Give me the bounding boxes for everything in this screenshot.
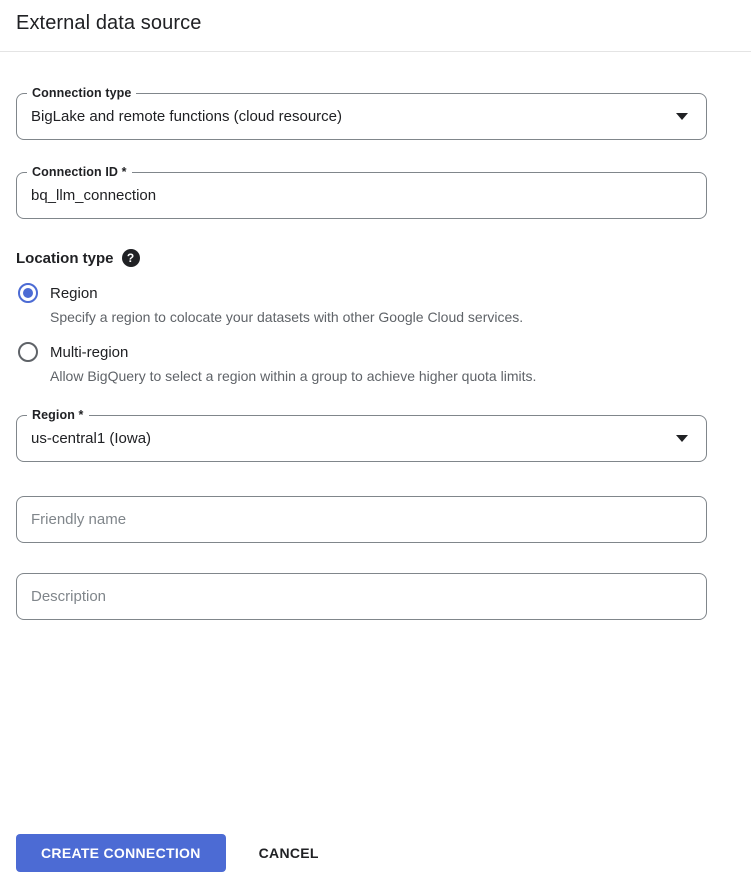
region-label: Region * — [27, 407, 89, 423]
connection-id-label: Connection ID * — [27, 164, 132, 180]
description-input[interactable] — [17, 574, 706, 619]
radio-multi-region-label: Multi-region — [50, 343, 129, 361]
radio-selected-icon — [18, 283, 38, 303]
cancel-button[interactable]: CANCEL — [235, 834, 343, 872]
description-field — [16, 573, 707, 620]
region-value: us-central1 (Iowa) — [31, 430, 152, 447]
friendly-name-input[interactable] — [17, 497, 706, 542]
radio-region-description: Specify a region to colocate your datasets with other Google Cloud services. — [50, 309, 524, 325]
radio-unselected-icon — [18, 342, 38, 362]
friendly-name-field — [16, 496, 707, 543]
help-icon[interactable]: ? — [122, 249, 140, 267]
chevron-down-icon — [676, 113, 688, 120]
page-title: External data source — [16, 12, 202, 34]
connection-type-select[interactable] — [16, 86, 707, 140]
connection-type-value: BigLake and remote functions (cloud resource) — [31, 108, 343, 125]
radio-multi-region-description: Allow BigQuery to select a region within a group to achieve higher quota limits. — [50, 368, 537, 384]
chevron-down-icon — [676, 435, 688, 442]
create-connection-button[interactable]: CREATE CONNECTION — [16, 834, 226, 872]
dialog-header — [0, 0, 751, 52]
location-type-label: Location type — [16, 249, 114, 267]
connection-type-label: Connection type — [27, 85, 136, 101]
dialog-footer — [16, 834, 343, 872]
location-type-row — [16, 249, 707, 267]
dialog-content — [0, 86, 751, 620]
region-select[interactable] — [16, 408, 707, 462]
radio-region[interactable] — [16, 283, 707, 303]
radio-region-label: Region — [50, 284, 98, 302]
radio-multi-region[interactable] — [16, 342, 707, 362]
connection-id-field — [16, 165, 707, 219]
